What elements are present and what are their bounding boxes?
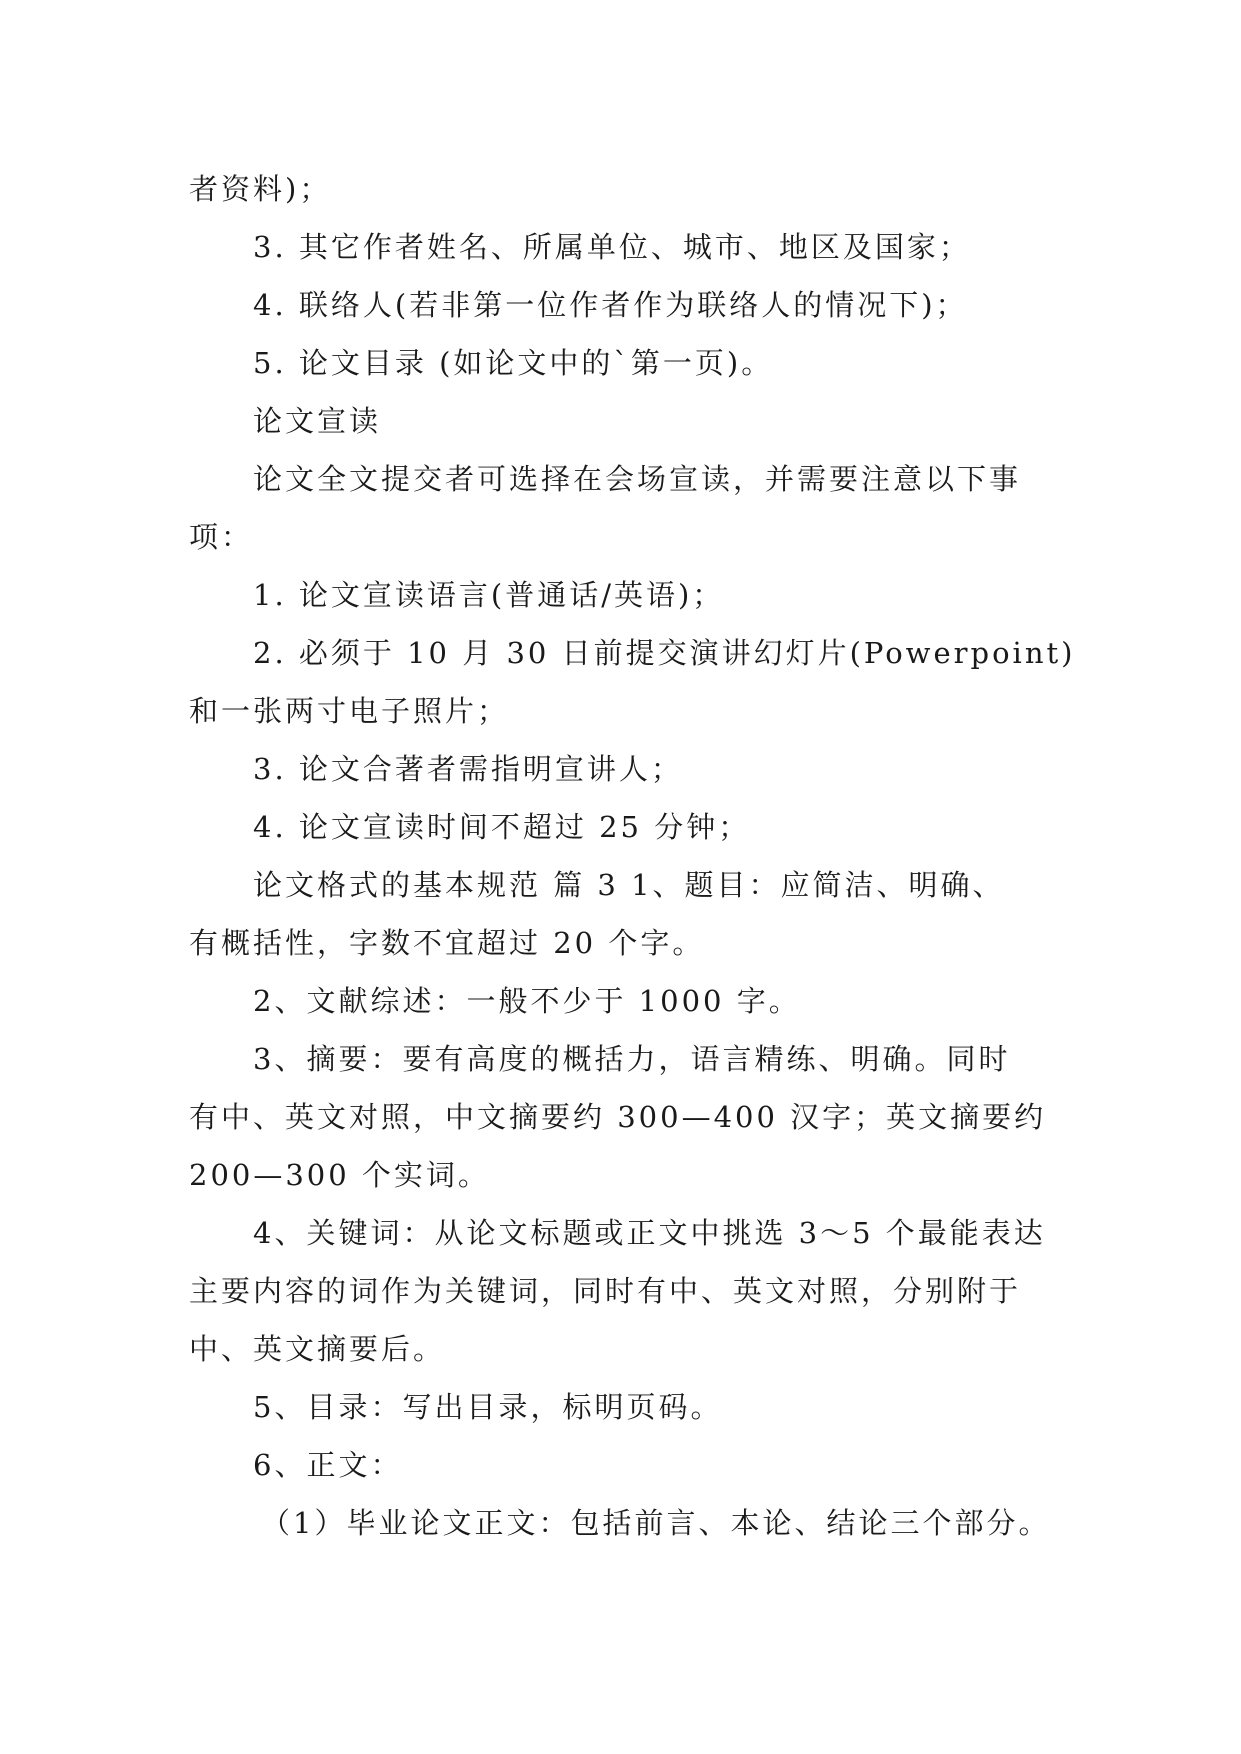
text-line: （1）毕业论文正文：包括前言、本论、结论三个部分。 [261, 1506, 1051, 1540]
text-line: 有中、英文对照，中文摘要约 300—400 汉字；英文摘要约 [189, 1100, 1047, 1134]
text-line: 200—300 个实词。 [189, 1158, 490, 1192]
text-line: 中、英文摘要后。 [189, 1332, 446, 1366]
section-heading: 论文宣读 [253, 404, 382, 438]
text-line: 5. 论文目录 (如论文中的`第一页)。 [253, 346, 774, 380]
text-line: 3. 论文合著者需指明宣讲人； [253, 752, 683, 786]
text-line: 有概括性，字数不宜超过 20 个字。 [189, 926, 705, 960]
text-line: 论文全文提交者可选择在会场宣读，并需要注意以下事 [253, 462, 1022, 496]
text-line: 4、关键词：从论文标题或正文中挑选 3～5 个最能表达 [253, 1216, 1046, 1250]
text-line: 3、摘要：要有高度的概括力，语言精练、明确。同时 [253, 1042, 1011, 1076]
body-text [189, 160, 1076, 1552]
text-line: 主要内容的词作为关键词，同时有中、英文对照，分别附于 [189, 1274, 1022, 1308]
text-line: 4. 联络人(若非第一位作者作为联络人的情况下)； [253, 288, 968, 322]
text-line: 1. 论文宣读语言(普通话/英语)； [253, 578, 725, 612]
text-line: 2. 必须于 10 月 30 日前提交演讲幻灯片(Powerpoint) [253, 636, 1076, 670]
text-line: 4. 论文宣读时间不超过 25 分钟； [253, 810, 751, 844]
text-line: 6、正文： [253, 1448, 403, 1482]
text-line: 3. 其它作者姓名、所属单位、城市、地区及国家； [253, 230, 971, 264]
text-line: 者资料)； [189, 172, 332, 206]
text-line: 5、目录：写出目录，标明页码。 [253, 1390, 723, 1424]
text-line: 论文格式的基本规范 篇 3 1、题目：应简洁、明确、 [253, 868, 1005, 902]
text-line: 项： [189, 520, 254, 554]
text-line: 和一张两寸电子照片； [189, 694, 510, 728]
text-line: 2、文献综述：一般不少于 1000 字。 [253, 984, 801, 1018]
